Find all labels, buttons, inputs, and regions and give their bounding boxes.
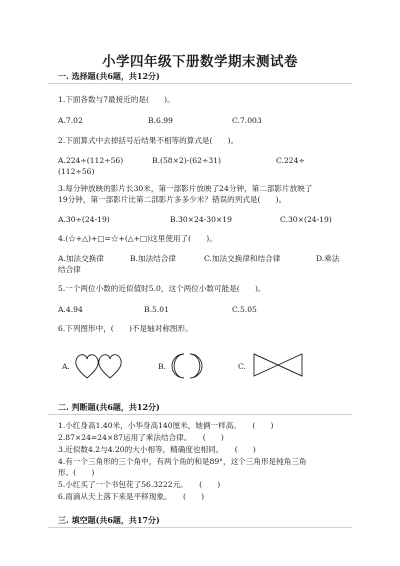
question-3-line2: 19分钟，第一部影片比第二部影片多多少米？错误的列式是( )。 — [58, 195, 287, 204]
q6-option-c: C. — [238, 362, 246, 371]
q3-option-c: C.30×(24-19) — [280, 215, 332, 224]
q1-option-b: B.6.99 — [148, 116, 173, 125]
q2-option-c-cont: (112÷56) — [58, 167, 95, 176]
q4-option-c: C.加法交换律和结合律 — [204, 254, 281, 263]
judge-item-3: 3.近似数4.2与4.20的大小相等，精确度也相同。 ( ) — [58, 445, 256, 454]
q4-option-d: D.乘法 — [316, 254, 340, 263]
question-3-line1: 3.每分钟放映的影片长30米，第一部影片放映了24分钟，第二部影片放映了 — [58, 184, 313, 193]
divider — [48, 414, 352, 415]
judge-item-4-line1: 4.有一个三角形的三个角中，有两个角的和是89°，这个三角形是钝角三角 — [58, 457, 307, 466]
divider — [48, 527, 352, 528]
q2-option-b: B.(58×2)-(62÷31) — [152, 156, 221, 165]
judge-item-1: 1.小红身高1.40米，小华身高140厘米，她俩一样高。 ( ) — [58, 421, 274, 430]
judge-item-4-line2: 形。( ) — [58, 468, 95, 477]
q4-option-b: B.加法结合律 — [130, 254, 176, 263]
judge-item-6: 6.雨滴从天上落下来是平移现象。 ( ) — [58, 492, 205, 501]
q1-option-c: C.7.003 — [232, 116, 262, 125]
q5-option-c: C.5.05 — [232, 305, 257, 314]
section-judge-header: 二. 判断题(共6题，共12分) — [58, 402, 160, 412]
question-1: 1.下面各数与7最接近的是( )。 — [58, 95, 175, 104]
question-4: 4.(☆+△)+□=☆+(△+□)这里使用了( )。 — [58, 234, 217, 243]
q3-option-a: A.30÷(24-19) — [58, 215, 110, 224]
q6-option-a: A. — [62, 362, 70, 371]
section-fill-header: 三. 填空题(共6题，共17分) — [58, 515, 160, 525]
q5-option-b: B.5.01 — [144, 305, 169, 314]
question-6: 6.下列图形中，( )不是轴对称图形。 — [58, 324, 193, 333]
q6-option-b: B. — [158, 362, 166, 371]
q4-option-a: A.加法交换律 — [58, 254, 104, 263]
q4-option-d-cont: 结合律 — [58, 265, 81, 274]
q2-option-c: C.224÷ — [276, 156, 305, 165]
divider — [48, 83, 352, 84]
section-choice-header: 一. 选择题(共6题，共12分) — [58, 71, 160, 81]
two-hearts-figure — [74, 352, 124, 380]
crescent-figure — [168, 352, 208, 380]
q5-option-a: A.4.94 — [58, 305, 83, 314]
judge-item-5: 5.小红买了一个书包花了56.3222元。 ( ) — [58, 480, 221, 489]
question-5: 5.一个两位小数的近似值时5.0，这个两位小数可能是( )。 — [58, 284, 266, 293]
page-title: 小学四年级下册数学期末测试卷 — [102, 54, 298, 70]
q1-option-a: A.7.02 — [58, 116, 83, 125]
q2-option-a: A.224÷(112÷56) — [58, 156, 124, 165]
question-2: 2.下面算式中去掉括号后结果不相等的算式是( )。 — [58, 136, 239, 145]
judge-item-2: 2.87×24=24×87运用了乘法结合律。 ( ) — [58, 433, 224, 442]
q3-option-b: B.30×24-30×19 — [170, 215, 232, 224]
triangles-figure — [252, 352, 304, 378]
